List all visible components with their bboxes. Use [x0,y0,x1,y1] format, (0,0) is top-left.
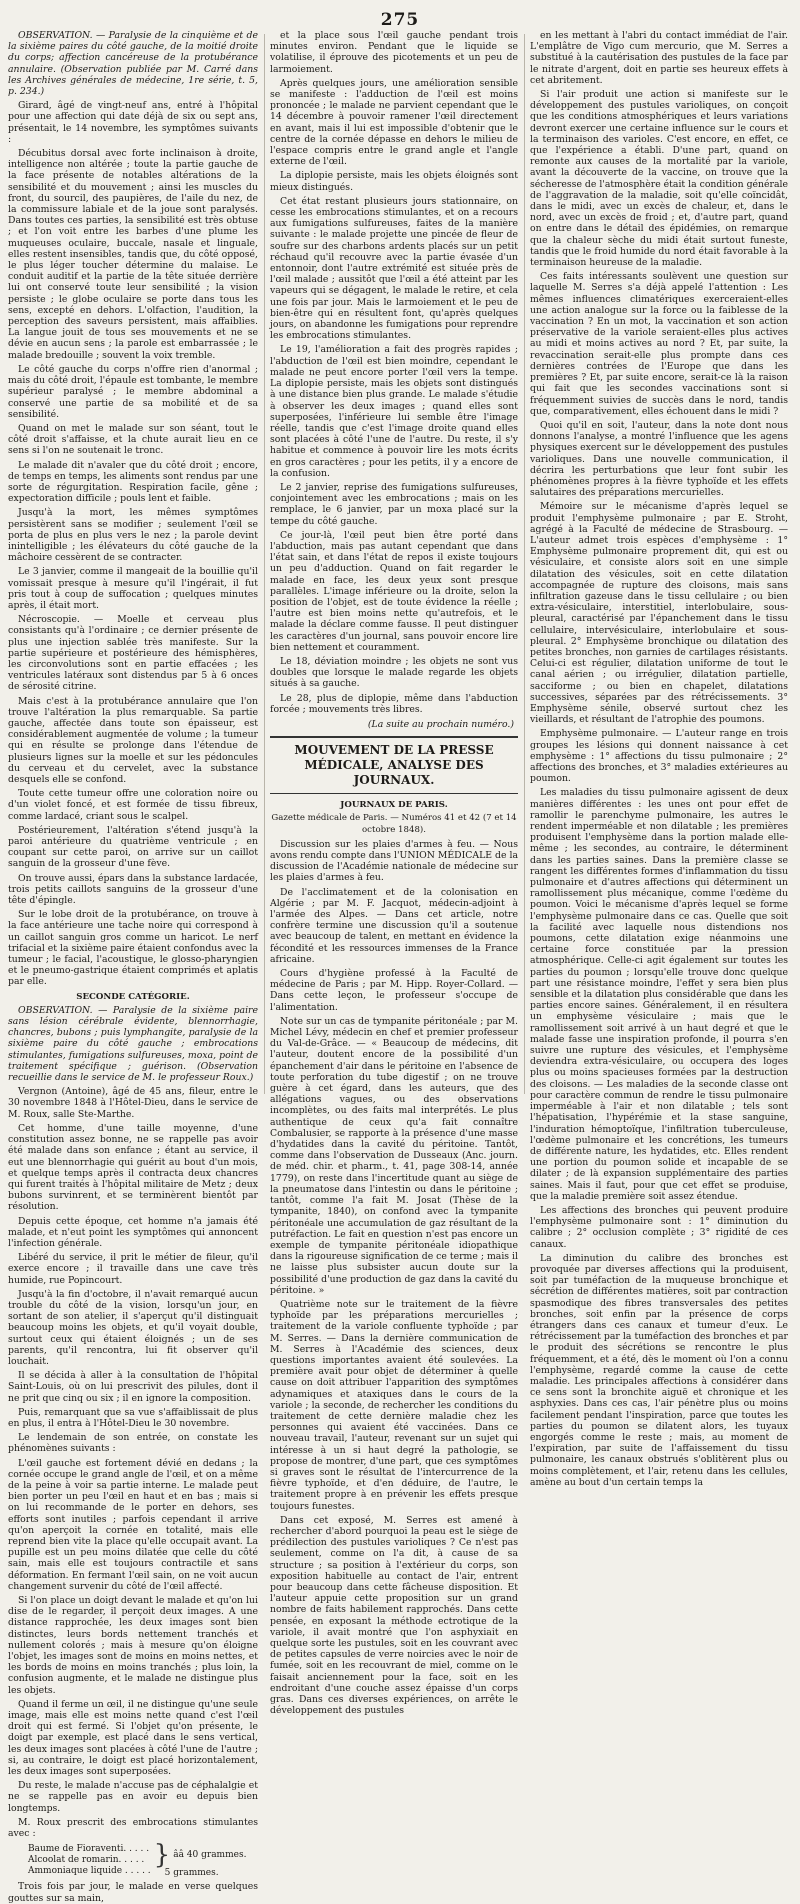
paragraph: Quand il ferme un œil, il ne distingue qu'une seule image, mais elle est moins nette quand c'est l'œil droit qui est fermé. Si l'objet qu'on présente, le doigt par exemple, est placé dans le sens vertical, les deux images sont placées à côté l'une de l'autre ; si, au contraire, le doigt est placé horizontalement, les deux images sont superposées. [8,1698,258,1778]
journal-line: Gazette médicale de Paris. — Numéros 41 et 42 (7 et 14 octobre 1848). [271,813,517,835]
prescription-item: Alcoolat de romarin. . . . . [28,1855,145,1866]
column-middle [270,30,518,1717]
column-divider [524,34,525,1094]
paragraph: Cours d'hygiène professé à la Faculté de médecine de Paris ; par M. Hipp. Royer-Collard. — Dans cette leçon, le professeur s'occupe de l'alimentation. [270,968,518,1013]
prescription-item: Ammoniaque liquide . . . . . [28,1866,151,1877]
paragraph: Toute cette tumeur offre une coloration noire ou d'un violet foncé, et est formée de tissu fibreux, comme lardacé, criant sous le scalpel. [8,788,258,822]
prescription-item: Baume de Fioraventi. . . . . [28,1844,150,1855]
observation-heading: OBSERVATION. — Paralysie de la cinquième et de la sixième paires du côté gauche, de la moitié droite du corps; affection cancéreuse de la protubérance annulaire. (Observation publiée par M. Carré dans les Archives générales de médecine, 1re série, t. 5, p. 234.) [8,30,258,98]
paragraph: Le 19, l'amélioration a fait des progrès rapides ; l'abduction de l'œil est bien moindre, cependant le malade ne peut encore porter l'œil vers la tempe. La diplopie persiste, mais les objets sont distingués à une distance bien plus grande. Le malade s'étudie à observer les deux images ; quand elles sont superposées, l'inférieure lui semble être l'image réelle, tandis que c'est l'image droite quand elles sont placées à côté l'une de l'autre. Du reste, il s'y habitue et commence à pouvoir lire les mots écrits en gros caractères ; pour les petits, il y a encore de la confusion. [270,344,518,479]
paragraph: Trois fois par jour, le malade en verse quelques gouttes sur sa main, [8,1881,258,1904]
paragraph: Depuis cette époque, cet homme n'a jamais été malade, et n'eut point les symptômes qui annoncent l'infection générale. [8,1215,258,1249]
observation-body [8,1086,258,1839]
paragraph: en les mettant à l'abri du contact immédiat de l'air. L'emplâtre de Vigo cum mercurio, que M. Serres a substitué à la cautérisation des pustules de la face par le nitrate d'argent, doit en partie ses heureux effets à cet abritement. [530,30,788,86]
prescription-dose: 5 grammes. [164,1868,219,1879]
paragraph: Ces faits intéressants soulèvent une question sur laquelle M. Serres s'a déjà appelé l'attention : Les mêmes influences climatériques exerceraient-elles une action analogue sur la force ou la faiblesse de la vaccination ? En un mot, la vaccination et son action préservative de la variole seraient-elles plus actives au midi et moins actives au nord ? Et, par suite, la revaccination serait-elle plus prompte dans ces dernières contrées de l'Europe que dans les premières ? Et, par suite encore, serait-ce là la raison qui fait que les secondes vaccinations sont si fréquemment suivies de succès dans le nord, tandis que, comparativement, elles échouent dans le midi ? [530,271,788,417]
paragraph: et la place sous l'œil gauche pendant trois minutes environ. Pendant que le liquide se volatilise, il éprouve des picotements et un peu de larmoiement. [270,30,518,75]
paragraph: Le 2 janvier, reprise des fumigations sulfureuses, conjointement avec les embrocations ; mais on les remplace, le 6 janvier, par un moxa placé sur la tempe du côté gauche. [270,481,518,527]
paragraph: Note sur un cas de tympanite péritonéale ; par M. Michel Lévy, médecin en chef et premier professeur du Val-de-Grâce. — « Beaucoup de médecins, dit l'auteur, doutent encore de la possibilité d'un épanchement d'air dans le péritoine en l'absence de toute perforation du tube digestif ; on ne trouve guère à cet égard, dans les auteurs, que des allégations vagues, ou des observations incomplètes, ou des faits mal interprétés. Le plus authentique de ceux qu'a fait connaître Combalusier, se rapporte à la présence d'une masse d'hydatides dans la cavité du péritoine. Tantôt, comme dans l'observation de Dusseaux (Anc. journ. de méd. chir. et pharm., t. 41, page 308-14, année 1779), on reste dans l'incertitude quant au siège de la pneumatose dans l'intestin ou dans le péritoine ; tantôt, comme l'a fait M. Josat (Thèse de la tympanite, 1840), on confond avec la tympanite péritonéale une accumulation de gaz résultant de la putréfaction. Le fait en question n'est pas encore un exemple de tympanite péritonéale idiopathique dans la rigoureuse signification de ce terme ; mais il ne laisse plus subsister aucun doute sur la possibilité d'une production de gaz dans la cavité du péritoine. » [270,1015,518,1296]
paragraph: Du reste, le malade n'accuse pas de céphalalgie et ne se rappelle pas en avoir eu depuis bien longtemps. [8,1780,258,1814]
paragraph: Mais c'est à la protubérance annulaire que l'on trouve l'altération la plus remarquable. Sa partie gauche, affectée dans toute son épaisseur, est considérablement augmentée de volume ; la tumeur qui en résulte se prolonge dans l'étendue de plusieurs lignes sur la moelle et sur les pédoncules du cerveau et du cervelet, avec la substance desquels elle se confond. [8,695,258,785]
paragraph: Après quelques jours, une amélioration sensible se manifeste : l'adduction de l'œil est moins prononcée ; le malade ne parvient cependant que le 14 décembre à pouvoir ramener l'œil directement en avant, mais il lui est impossible d'obtenir que le centre de la cornée dépasse en dehors le milieu de l'espace compris entre le grand angle et l'angle externe de l'œil. [270,77,518,168]
paragraph: De l'acclimatement et de la colonisation en Algérie ; par M. F. Jacquot, médecin-adjoint à l'armée des Alpes. — Dans cet article, notre confrère termine une discussion qu'il a soutenue avec beaucoup de talent, en mettant en évidence la fécondité et les ressources immenses de la France africaine. [270,886,518,965]
observation-body [8,100,258,987]
paragraph: Sur le lobe droit de la protubérance, on trouve à la face antérieure une tache noire qui correspond à un caillot sanguin gros comme un haricot. Le nerf trifacial et la sixième paire étaient confondus avec la tumeur ; le facial, l'acoustique, le glosso-pharyngien et le pneumo-gastrique étaient comprimés et aplatis par elle. [8,909,258,988]
section-subheading: SECONDE CATÉGORIE. [76,991,190,1002]
paragraph: Si l'air produit une action si manifeste sur le développement des pustules varioliques, on conçoit que les conditions atmosphériques et leurs variations devront exercer une certaine influence sur le cours et la terminaison des varioles. C'est encore, en effet, ce que l'expérience a établi. D'une part, quand on remonte aux causes de la mortalité par la variole, avant la découverte de la vaccine, on trouve que la sécheresse de l'atmosphère était la condition générale de l'aggravation de la maladie, soit qu'elle coïncidât, dans le midi, avec un excès de chaleur, et, dans le nord, avec un excès de froid ; et, d'autre part, quand on entre dans le détail des épidémies, on remarque que la chaleur sèche du midi était surtout funeste, tandis que le froid humide du nord était favorable à la terminaison heureuse de la maladie. [530,89,788,269]
paragraph: Le 28, plus de diplopie, même dans l'abduction forcée ; mouvements très libres. [270,692,518,715]
paragraph: Nécroscopie. — Moelle et cerveau plus consistants qu'à l'ordinaire ; ce dernier présente de plus une injection sablée très manifeste. Sur la partie supérieure et postérieure des hémisphères, les circonvolutions sont en partie effacées ; les ventricules latéraux sont distendus par 5 à 6 onces de sérosité citrine. [8,614,258,693]
prescription-items [28,1844,151,1877]
paragraph: La diplopie persiste, mais les objets éloignés sont mieux distingués. [270,170,518,193]
paragraph: Ce jour-là, l'œil peut bien être porté dans l'abduction, mais pas autant cependant que dans l'état sain, et dans l'état de repos il existe toujours un peu d'adduction. Quand on fait regarder le malade en face, les deux yeux sont presque parallèles. L'image inférieure ou la droite, selon la position de l'objet, est de toute évidence la réelle ; l'autre est bien moins nette qu'autrefois, et le malade la déclare comme fausse. Il peut distinguer les caractères d'un journal, sans pouvoir encore lire bien nettement et couramment. [270,529,518,653]
journal-heading: JOURNAUX DE PARIS. [340,800,448,811]
observation-body [270,30,518,715]
paragraph: Girard, âgé de vingt-neuf ans, entré à l'hôpital pour une affection qui date déjà de six ou sept ans, présentait, le 14 novembre, les symptômes suivants : [8,100,258,145]
paragraph: M. Roux prescrit des embrocations stimulantes avec : [8,1816,258,1840]
paragraph: Les affections des bronches qui peuvent produire l'emphysème pulmonaire sont : 1° diminution du calibre ; 2° occlusion complète ; 3° rigidité de ces canaux. [530,1204,788,1250]
paragraph: Quoi qu'il en soit, l'auteur, dans la note dont nous donnons l'analyse, a montré l'influence que les agens physiques exercent sur le développement des pustules varioliques. Dans une nouvelle communication, il décrira les perturbations que leur font subir les phénomènes propres à la fièvre typhoïde et les effets salutaires des préparations mercurielles. [530,419,788,499]
paragraph: Cet état restant plusieurs jours stationnaire, on cesse les embrocations stimulantes, et on a recours aux fumigations sulfureuses, faites de la manière suivante : le malade projette une pincée de fleur de soufre sur des charbons ardents placés sur un petit réchaud qu'il recouvre avec la partie évasée d'un entonnoir, dont l'autre extrémité est située près de l'œil malade ; aussitôt que l'œil a été atteint par les vapeurs qui se dégagent, le malade le retire, et cela une fois par jour. Mais le larmoiement et le peu de bien-être qui en résultent font, qu'après quelques jours, on abandonne les fumigations pour reprendre les embrocations stimulantes. [270,195,518,342]
brace-icon: } [153,1840,171,1871]
column-divider [264,34,265,1094]
paragraph: Le 3 janvier, comme il mangeait de la bouillie qu'il vomissait presque à mesure qu'il l'ingérait, il fut pris tout à coup de suffocation ; quelques minutes après, il était mort. [8,566,258,611]
paragraph: Les maladies du tissu pulmonaire agissent de deux manières différentes : les unes ont pour effet de ramollir le parenchyme pulmonaire, les autres le rendent imperméable et non dilatable ; les premières produisent l'emphysème dans la portion malade elle-même ; les secondes, au contraire, le déterminent dans les parties saines. Dans la première classe se rangent les différentes formes d'inflammation du tissu pulmonaire et d'autres affections qui déterminent un ramollissement plus mécanique, comme l'œdème du poumon. Voici le mécanisme d'après lequel se forme l'emphysème pulmonaire dans ce cas. Quelle que soit la facilité avec laquelle nous distendions nos poumons, cette dilatation exige néanmoins une certaine force constituée par la pression atmosphérique. Celle-ci agit également sur toutes les parties du poumon ; lorsqu'elle trouve donc quelque part une résistance moindre, l'effet y sera bien plus sensible et la dilatation plus considérable que dans les parties encore saines. Généralement, il en résultera un emphysème vésiculaire ; mais que le ramollissement soit arrivé à un haut degré et que le malade fasse une inspiration profonde, il pourra s'en suivre une rupture des vésicules, et l'emphysème deviendra extra-vésiculaire, ou occupera des loges plus ou moins spacieuses formées par la destruction des cloisons. — Les maladies de la seconde classe ont pour caractère commun de rendre le tissu pulmonaire imperméable à l'air et non dilatable ; tels sont l'hépatisation, l'hypérémie et la stase sanguine, l'induration hémoptoïque, l'infiltration tuberculeuse, l'œdème pulmonaire et les concrétions, les tumeurs de différente nature, les hydatides, etc. Elles rendent une portion du poumon solide et incapable de se dilater ; de là expansion supplémentaire des parties saines. Mais il faut, pour que cet effet se produise, que la maladie première soit assez étendue. [530,787,788,1202]
paragraph: Puis, remarquant que sa vue s'affaiblissait de plus en plus, il entra à l'Hôtel-Dieu le 30 novembre. [8,1406,258,1429]
column-left [8,30,258,1904]
paragraph: Jusqu'à la mort, les mêmes symptômes persistèrent sans se modifier ; seulement l'œil se porta de plus en plus vers le nez ; la parole devint inintelligible ; les élévateurs du côté gauche de la mâchoire cessèrent de se contracter. [8,507,258,564]
column-right [530,30,788,1488]
paragraph: Quand on met le malade sur son séant, tout le côté droit s'affaisse, et la chute aurait lieu en ce sens si l'on ne soutenait le tronc. [8,422,258,457]
paragraph: On trouve aussi, épars dans la substance lardacée, trois petits caillots sanguins de la grosseur d'une tête d'épingle. [8,872,258,907]
paragraph: Dans cet exposé, M. Serres est amené à rechercher d'abord pourquoi la peau est le siège de prédilection des pustules varioliques ? Ce n'est pas seulement, comme on l'a dit, à cause de sa structure ; sa position à l'extérieur du corps, son exposition habituelle au contact de l'air, entrent pour beaucoup dans cette fâcheuse disposition. Et l'auteur appuie cette proposition sur un grand nombre de faits habilement rapprochés. Dans cette pensée, en exposant la méthode ectrotique de la variole, il avait montré que l'on asphyxiait en quelque sorte les pustules, soit en les couvrant avec de petites capsules de verre noircies avec le noir de fumée, soit en les recouvrant de miel, comme on le faisait anciennement pour la face, soit en les endroitant d'une couche assez épaisse d'un corps gras. Dans ces diverses expériences, on arrête le développement des pustules [270,1514,518,1717]
paragraph: La diminution du calibre des bronches est provoquée par diverses affections qui la produisent, soit par tuméfaction de la muqueuse bronchique et sécrétion de différentes matières, soit par contraction spasmodique des fibres transversales des petites bronches, soit enfin par la présence de corps étrangers dans ces canaux et tumeur d'eux. Le rétrécissement par la tuméfaction des bronches et par le produit des sécrétions se rencontre le plus fréquemment, et a été, dès le moment où l'on a connu l'emphysème, regardé comme la cause de cette maladie. Les principales affections à considérer dans ce sens sont la bronchite aiguë et chronique et les asphyxies. Dans ces cas, l'air pénètre plus ou moins facilement pendant l'inspiration, parce que toutes les parties du poumon se dilatent alors, les tuyaux engorgés comme le reste ; mais, au moment de l'expiration, par suite de l'affaissement du tissu pulmonaire, les canaux obstrués s'oblitèrent plus ou moins complètement, et l'air, retenu dans les cellules, amène au bout d'un certain temps la [530,1252,788,1488]
continued-note: (La suite au prochain numéro.) [367,718,514,730]
paragraph: L'œil gauche est fortement dévié en dedans ; la cornée occupe le grand angle de l'œil, et on a même de la peine à voir sa partie interne. Le malade peut bien porter un peu l'œil en haut et en bas ; mais si on lui recommande de le porter en dehors, ses efforts sont inutiles ; parfois cependant il arrive qu'on aperçoit la cornée en totalité, mais elle reprend bien vite la place qu'elle occupait avant. La pupille est un peu moins dilatée que celle du côté sain, mais elle est toujours contractile et sans déformation. En fermant l'œil sain, on ne voit aucun changement survenir du côté de l'œil affecté. [8,1457,258,1592]
section-title: MOUVEMENT DE LA PRESSE MÉDICALE, ANALYSE DES JOURNAUX. [270,736,518,794]
review-body [530,30,788,1488]
paragraph: Décubitus dorsal avec forte inclinaison à droite, intelligence non altérée ; toute la partie gauche de la face présente de notables altérations de la sensibilité et du mouvement ; ainsi les muscles du front, du sourcil, des paupières, de l'aile du nez, de la commissure labiale et de la joue sont paralysés. Dans toutes ces parties, la sensibilité est très obtuse ; et l'on voit entre les barbes d'une plume les muqueuses oculaire, buccale, nasale et linguale, elles restent insensibles, tandis que, du côté opposé, le plus léger toucher détermine du malaise. Le conduit auditif et la partie de la tête située derrière lui ont conservé toute leur sensibilité ; la vision persiste ; le globe oculaire se porte dans tous les sens, excepté en dehors. L'olfaction, l'audition, la perception des saveurs persistent, mais affaiblies. La langue jouit de tous ses mouvements et ne se dévie en aucun sens ; la parole est embarrassée ; le malade bredouille ; souvent la voix tremble. [8,148,258,361]
prescription [28,1842,258,1879]
paragraph: Le côté gauche du corps n'offre rien d'anormal ; mais du côté droit, l'épaule est tombante, le membre supérieur paralysé ; le membre abdominal a conservé une partie de sa mobilité et de sa sensibilité. [8,363,258,420]
observation-heading: OBSERVATION. — Paralysie de la sixième paire sans lésion cérébrale évidente, blennorrhagie, chancres, bubons ; puis lymphangite, paralysie de la sixième paire du côté gauche ; embrocations stimulantes, fumigations sulfureuses, moxa, point de traitement spécifique ; guérison. (Observation recueillie dans le service de M. le professeur Roux.) [8,1004,258,1084]
paragraph: Le malade dit n'avaler que du côté droit ; encore, de temps en temps, les aliments sont rendus par une sorte de régurgitation. Respiration facile, gêne ; expectoration difficile ; pouls lent et faible. [8,459,258,505]
page-number: 275 [380,10,420,30]
paragraph: Si l'on place un doigt devant le malade et qu'on lui dise de le regarder, il perçoit deux images. A une distance rapprochée, les deux images sont bien distinctes, leurs bords nettement tranchés et nullement colorés ; mais à mesure qu'on éloigne l'objet, les images sont de moins en moins nettes, et les bords de moins en moins tranchés ; plus loin, la confusion augmente, et le malade ne distingue plus les objets. [8,1595,258,1696]
paragraph: Le 18, déviation moindre ; les objets ne sont vus doubles que lorsque le malade regarde les objets situés à sa gauche. [270,655,518,690]
paragraph: Jusqu'à la fin d'octobre, il n'avait remarqué aucun trouble du côté de la vision, lorsqu'un jour, en sortant de son atelier, il s'aperçut qu'il distinguait beaucoup moins les objets, et qu'il voyait double, surtout ceux qui étaient éloignés ; un de ses parents, qu'il rencontra, lui fit observer qu'il louchait. [8,1288,258,1367]
review-body [270,839,518,1717]
paragraph: Discussion sur les plaies d'armes à feu. — Nous avons rendu compte dans l'UNION MÉDICALE de la discussion de l'Académie nationale de médecine sur les plaies d'armes à feu. [270,838,518,884]
paragraph: Le lendemain de son entrée, on constate les phénomènes suivants : [8,1432,258,1455]
paragraph: Mémoire sur le mécanisme d'après lequel se produit l'emphysème pulmonaire ; par E. Stroht, agrégé à la Faculté de médecine de Strasbourg. — L'auteur admet trois espèces d'emphysème : 1° Emphysème pulmonaire proprement dit, qui est ou vésiculaire, et consiste alors soit en une simple dilatation des vésicules, soit en cette dilatation accompagnée de rupture des cloisons, mais sans infiltration gazeuse dans le tissu cellulaire ; ou bien extra-vésiculaire, interstitiel, interlobulaire, sous-pleural, caractérisé par l'épanchement dans le tissu cellulaire, intervésiculaire, interlobulaire et sous-pleural. 2° Emphysème bronchique ou dilatation des petites bronches, non garnies de cartilages résistants. Celui-ci est régulier, dilatation uniforme de tout le canal aérien ; ou irrégulier, dilatation partielle, sacciforme ; ou bien en chapelet, dilatations successives, séparées par des rétrécissements. 3° Emphysème sénile, observé surtout chez les vieillards, et résultant de l'atrophie des poumons. [530,501,788,726]
paragraph: Vergnon (Antoine), âgé de 45 ans, fileur, entre le 30 novembre 1848 à l'Hôtel-Dieu, dans le service de M. Roux, salle Ste-Marthe. [8,1086,258,1120]
paragraph: Libéré du service, il prit le métier de fileur, qu'il exerce encore ; il travaille dans une cave très humide, rue Popincourt. [8,1252,258,1286]
paragraph: Il se décida à aller à la consultation de l'hôpital Saint-Louis, où on lui prescrivit des pilules, dont il ne prit que cinq ou six ; il en ignore la composition. [8,1370,258,1404]
paragraph: Quatrième note sur le traitement de la fièvre typhoïde par les préparations mercurielles ; traitement de la variole confluente typhoïde ; par M. Serres. — Dans la dernière communication de M. Serres à l'Académie des sciences, deux questions importantes avaient été soulevées. La première avait pour objet de déterminer à quelle cause on doit attribuer l'apparition des symptômes adynamiques et ataxiques dans le cours de la variole ; la seconde, de rechercher les conditions du traitement de cette dernière maladie chez les personnes qui avaient été vaccinées. Dans ce nouveau travail, l'auteur, revenant sur un sujet qui intéresse à un si haut degré la pathologie, se propose de montrer, d'une part, que ces symptômes si graves sont le résultat de l'intercurrence de la fièvre typhoïde, et d'en déduire, de l'autre, le traitement propre à en prévenir les effets presque toujours funestes. [270,1298,518,1512]
paragraph: Postérieurement, l'altération s'étend jusqu'à la paroi antérieure du quatrième ventricule ; en coupant sur cette paroi, on arrive sur un caillot sanguin de la grosseur d'une fève. [8,824,258,870]
prescription-dose: ââ 40 grammes. [173,1849,247,1860]
paragraph: Emphysème pulmonaire. — L'auteur range en trois groupes les lésions qui donnent naissance à cet emphysème : 1° affections du tissu pulmonaire ; 2° affections des bronches, et 3° maladies extérieures au poumon. [530,728,788,785]
paragraph: Cet homme, d'une taille moyenne, d'une constitution assez bonne, ne se rappelle pas avoir été malade dans son enfance ; étant au service, il eut une blennorrhagie qui guérit au bout d'un mois, et quelque temps après il contracta deux chancres qui furent traités à l'hôpital militaire de Metz ; deux bubons survinrent, et se terminèrent bientôt par résolution. [8,1122,258,1213]
